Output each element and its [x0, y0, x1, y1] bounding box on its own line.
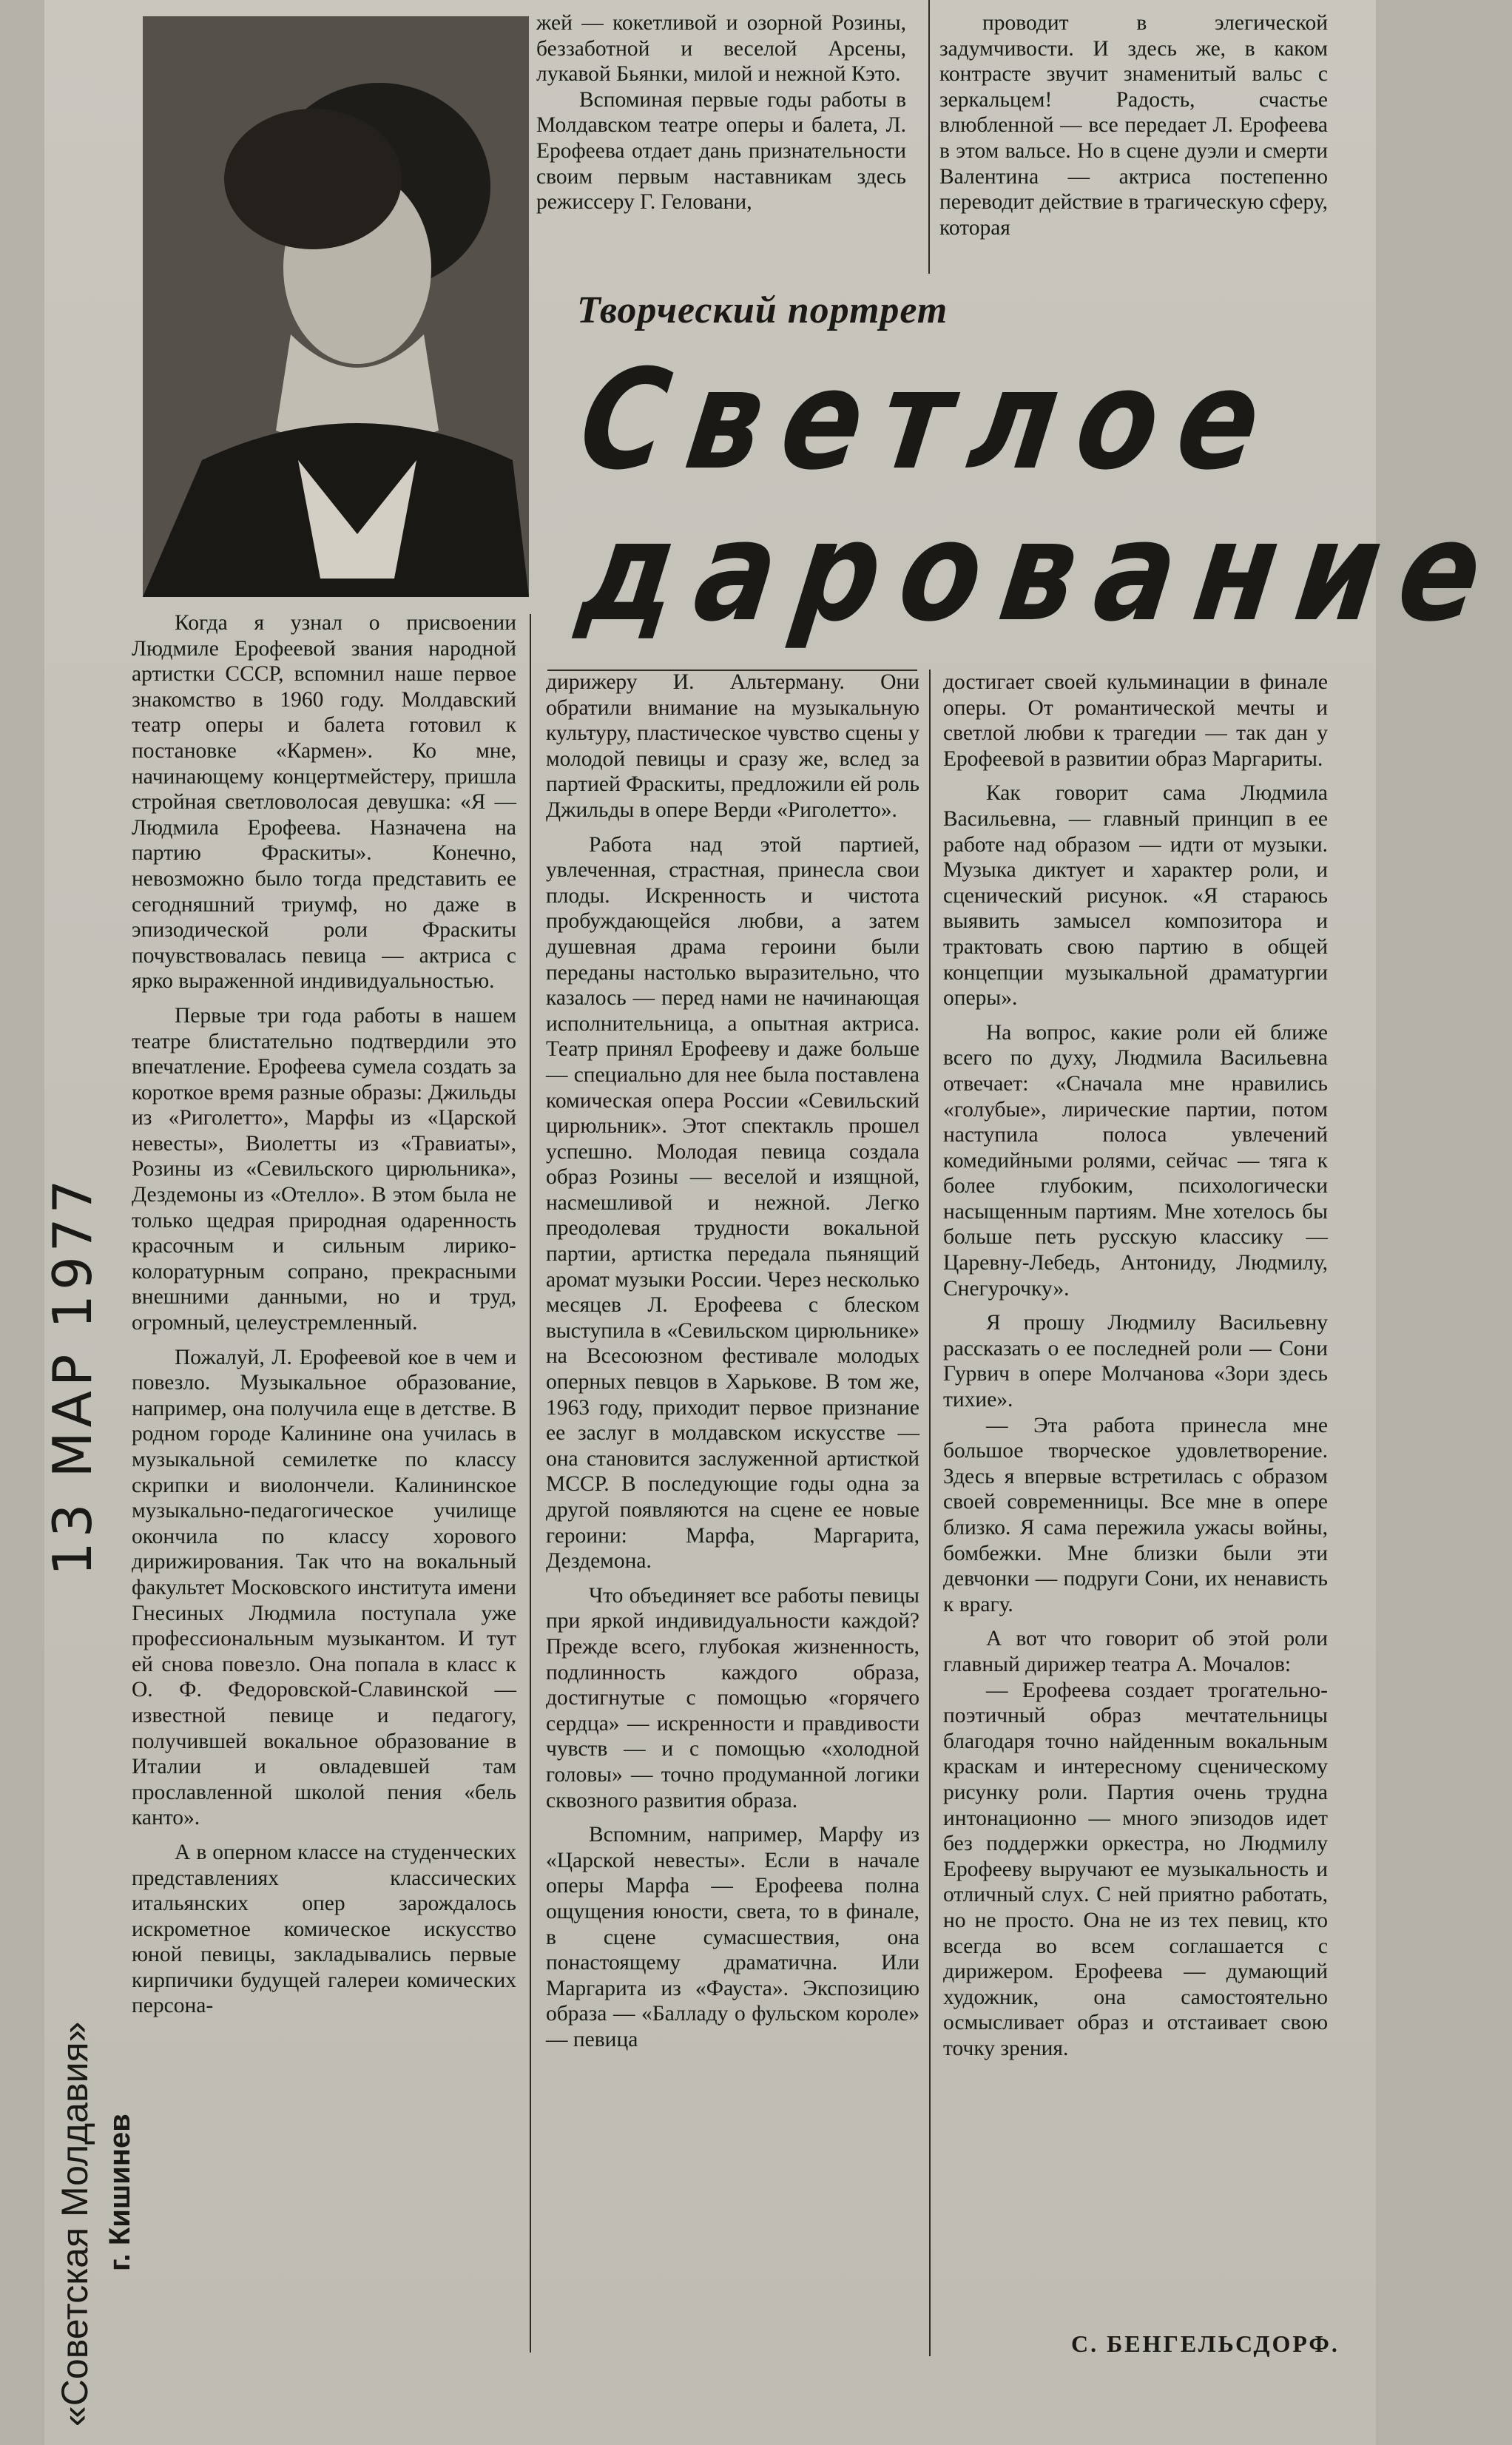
paragraph: Как говорит сама Людмила Васильевна, — главный принцип в ее работе над образом — идти от музыки. Музыка диктует и характер роли, и сценический рисунок. «Я стараюсь выявить замысел композитора и трактовать свою партию в общей концепции музыкальной драматургии оперы». — [943, 781, 1328, 1011]
paragraph: жей — кокетливой и озорной Розины, беззаботной и веселой Арсены, лукавой Бьянки, милой и нежной Кэто. — [536, 11, 906, 87]
city-label: г. Кишинев — [104, 2114, 136, 2271]
top-column-3 — [939, 10, 1328, 240]
column-3 — [943, 670, 1328, 2061]
headline-line-1: Светлое — [570, 340, 1291, 501]
paragraph: Работа над этой партией, увлеченная, страстная, принесла свои плоды. Искренность и чистота пробуждающейся любви, а затем душевная драма героини были переданы настолько выразительно, что казалось — перед нами не начинающая исполнительница, а опытная актриса. Театр принял Ерофееву и даже больше — специально для нее была поставлена комическая опера России «Севильский цирюльник». Этот спектакль прошел успешно. Молодая певица создала образ Розины — веселой и изящной, насмешливой и нежной. Легко преодолевая трудности вокальной партии, артистка передала пьянящий аромат музыки России. Через несколько месяцев Л. Ерофеева с блеском выступила в «Севильском цирюльнике» на Всесоюзном фестивале молодых оперных певцов в Харькове. В том же, 1963 году, приходит первое признание ее заслуг в молдавском искусстве — она становится заслуженной артисткой МССР. В последующие годы одна за другой появляются на сцене ее новые героини: Марфа, Маргарита, Дездемона. — [546, 832, 919, 1574]
paragraph: А вот что говорит об этой роли главный дирижер театра А. Мочалов: — [943, 1627, 1328, 1676]
paragraph: На вопрос, какие роли ей ближе всего по духу, Людмила Васильевна отвечает: «Сначала мне нравились «голубые», лирические партии, потом наступила полоса увлечений комедийными ролями, сейчас — тяга к более глубоким, психологически насыщенным партиям. Мне хотелось бы больше петь русскую классику — Царевну-Лебедь, Антониду, Людмилу, Снегурочку». — [943, 1020, 1328, 1301]
rubric-label: Творческий портрет — [577, 289, 948, 331]
author-signature: С. БЕНГЕЛЬСДОРФ. — [1071, 2330, 1340, 2357]
paragraph: Я прошу Людмилу Васильевну рассказать о ее последней роли — Сони Гурвич в опере Молчанова «Зори здесь тихие». — [943, 1311, 1328, 1412]
paragraph: А в оперном классе на студенческих представлениях классических итальянских опер зарождалось искрометное комическое искусство юной певицы, закладывались первые кирпичики будущей галереи комических персона- — [132, 1840, 516, 2018]
column-2 — [546, 670, 919, 2052]
column-rule — [928, 0, 930, 274]
headline-line-2: дарование — [570, 491, 1512, 652]
paragraph: проводит в элегической задумчивости. И здесь же, в каком контрасте звучит знаменитый вальс с зеркальцем! Радость, счастье влюбленной — все передает Л. Ерофеева в этом вальсе. Но в сцене дуэли и смерти Валентина — актриса постепенно переводит действие в трагическую сферу, которая — [939, 11, 1328, 240]
paragraph: Когда я узнал о присвоении Людмиле Ерофеевой звания народной артистки СССР, вспомнил наше первое знакомство в 1960 году. Молдавский театр оперы и балета готовил к постановке «Кармен». Ко мне, начинающему концертмейстеру, пришла стройная светловолосая девушка: «Я — Людмила Ерофеева. Назначена на партию Фраскиты». Конечно, невозможно было тогда представить ее сегодняшний триумф, но даже в эпизодической роли Фраскиты почувствовалась певица — актриса с ярко выраженной индивидуальностью. — [132, 611, 516, 994]
paragraph: Первые три года работы в нашем театре блистательно подтвердили это впечатление. Ерофеева сумела создать за короткое время разные образы: Джильды из «Риголетто», Марфы из «Царской невесты», Виолетты из «Травиаты», Розины из «Севильского цирюльника», Дездемоны из «Отелло». В этом была не только щедрая природная одаренность красочным и сильным лирико-колоратурным сопрано, прекрасными внешними данными, но и труд, огромный, целеустремленный. — [132, 1003, 516, 1335]
paragraph: Что объединяет все работы певицы при яркой индивидуальности каждой? Прежде всего, глубокая жизненность, подлинность каждого образа, достигнутые с помощью «горячего сердца» — искренности и правдивости чувств — и с помощью «холодной головы» — точно продуманной логики сквозного развития образа. — [546, 1583, 919, 1812]
paragraph: Вспомним, например, Марфу из «Царской невесты». Если в начале оперы Марфа — Ерофеева полна ощущения юности, света, то в финале, в сцене сумасшествия, она понастоящему драматична. Или Маргарита из «Фауста». Экспозицию образа — «Балладу о фульском короле» — певица — [546, 1823, 919, 2051]
paragraph: — Ерофеева создает трогательно-поэтичный образ мечтательницы благодаря точно найденным вокальным краскам и интересному сценическому рисунку роли. Партия очень трудна интонационно — много эпизодов идет без поддержки оркестра, но Людмилу Ерофееву выручают ее музыкальность и отличный слух. С ней приятно работать, но не просто. Она не из тех певиц, кто всегда во всем соглашается с дирижером. Ерофеева — думающий художник, она самостоятельно осмысливает образ и отстаивает свою точку зрения. — [943, 1678, 1328, 2060]
column-1 — [132, 610, 516, 2019]
paragraph: — Эта работа принесла мне большое творческое удовлетворение. Здесь я впервые встретилась с образом своей современницы. Все мне в опере близко. Я сама пережила ужасы войны, бомбежки. Мне близки были эти девчонки — подруги Сони, их ненависть к врагу. — [943, 1413, 1328, 1616]
column-rule — [530, 614, 531, 2353]
paragraph: Вспоминая первые годы работы в Молдавском театре оперы и балета, Л. Ерофеева отдает дань признательности своим первым наставникам здесь режиссеру Г. Геловани, — [536, 87, 906, 215]
column-rule — [929, 670, 931, 2356]
paragraph: дирижеру И. Альтерману. Они обратили внимание на музыкальную культуру, пластическое чувство сцены у молодой певицы и сразу же, вслед за партией Фраскиты, предложили ей роль Джильды в опере Верди «Риголетто». — [546, 670, 919, 822]
top-column-2 — [536, 10, 906, 215]
date-stamp: 13 МАР 1977 — [41, 1175, 104, 1576]
portrait-photo — [143, 16, 529, 597]
paragraph: достигает своей кульминации в финале оперы. От романтической мечты и светлой любви к трагедии — так дан у Ерофеевой в развитии образ Маргариты. — [943, 670, 1328, 771]
paragraph: Пожалуй, Л. Ерофеевой кое в чем и повезло. Музыкальное образование, например, она получила еще в детстве. В родном городе Калинине она училась в музыкальной семилетке по классу скрипки и виолончели. Калининское музыкально-педагогическое училище окончила по классу хорового дирижирования. Так что на вокальный факультет Московского института имени Гнесиных Людмила поступала уже профессиональным музыкантом. И тут ей снова повезло. Она попала в класс к О. Ф. Федоровской-Славинской — известной певице и педагогу, получившей вокальное образование в Италии и овладевшей там прославленной школой пения «бель канто». — [132, 1345, 516, 1830]
masthead-label: «Советская Молдавия» — [54, 2021, 95, 2427]
